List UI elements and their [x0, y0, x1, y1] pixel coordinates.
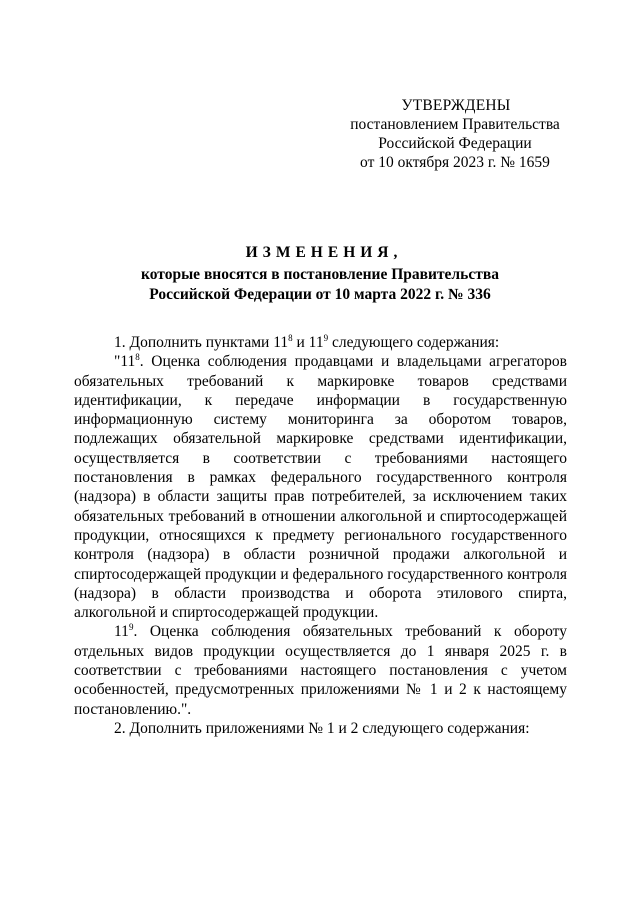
- paragraph-3-text-b: . Оценка соблюдения обязательных требований к обороту отдельных видов продукции осуществляется до 1 января 2025 г. в соответствии с требованиями настоящего постановления с учетом особенностей, предусмотренных приложениями № 1 и 2 к настоящему постановлению.".: [74, 623, 567, 718]
- superscript: 8: [135, 352, 140, 363]
- paragraph-2: [74, 352, 567, 622]
- paragraph-2-text-a: "11: [114, 353, 136, 371]
- approved-line-3: от 10 октября 2023 г. № 1659: [360, 154, 550, 171]
- paragraph-1: [74, 333, 567, 352]
- document-subtitle: [70, 265, 570, 305]
- superscript: 9: [323, 333, 329, 343]
- document-body: [74, 333, 567, 738]
- approved-line-1: постановлением Правительства: [350, 116, 560, 133]
- document-title: ИЗМЕНЕНИЯ,: [245, 244, 403, 261]
- approved-line-2: Российской Федерации: [378, 135, 532, 152]
- approved-heading: УТВЕРЖДЕНЫ: [401, 97, 511, 114]
- approval-stamp-block: [330, 96, 580, 172]
- paragraph-1-text-a: 1. Дополнить пунктами 11: [114, 334, 289, 351]
- subtitle-line-1: которые вносятся в постановление Правительства: [141, 266, 499, 283]
- paragraph-1-text-b: и 11: [292, 334, 324, 351]
- paragraph-4: 2. Дополнить приложениями № 1 и 2 следующего содержания:: [114, 719, 530, 737]
- subtitle-line-2: Российской Федерации от 10 марта 2022 г. № 336: [149, 286, 491, 303]
- paragraph-1-text-c: следующего содержания:: [328, 334, 500, 351]
- paragraph-3-text-a: 11: [114, 623, 129, 641]
- paragraph-2-text-b: . Оценка соблюдения продавцами и владельцами агрегаторов обязательных требований к маркировке товаров средствами идентификации, к передаче информации в государственную информационную систему мониторинга за оборотом товаров, подлежащих обязательной маркировке средствами идентификации, осуществляется в соответствии с требованиями настоящего постановления в рамках федерального государственного контроля (надзора) в области защиты прав потребителей, за исключением таких обязательных требований в отношении алкогольной и спиртосодержащей продукции, относящихся к предмету регионального государственного контроля (надзора) в области розничной продажи алкогольной и спиртосодержащей продукции и федерального государственного контроля (надзора) в области производства и оборота этилового спирта, алкогольной и спиртосодержащей продукции.: [74, 353, 567, 622]
- superscript: 9: [128, 622, 134, 633]
- paragraph-3: [74, 622, 567, 718]
- superscript: 8: [288, 333, 293, 343]
